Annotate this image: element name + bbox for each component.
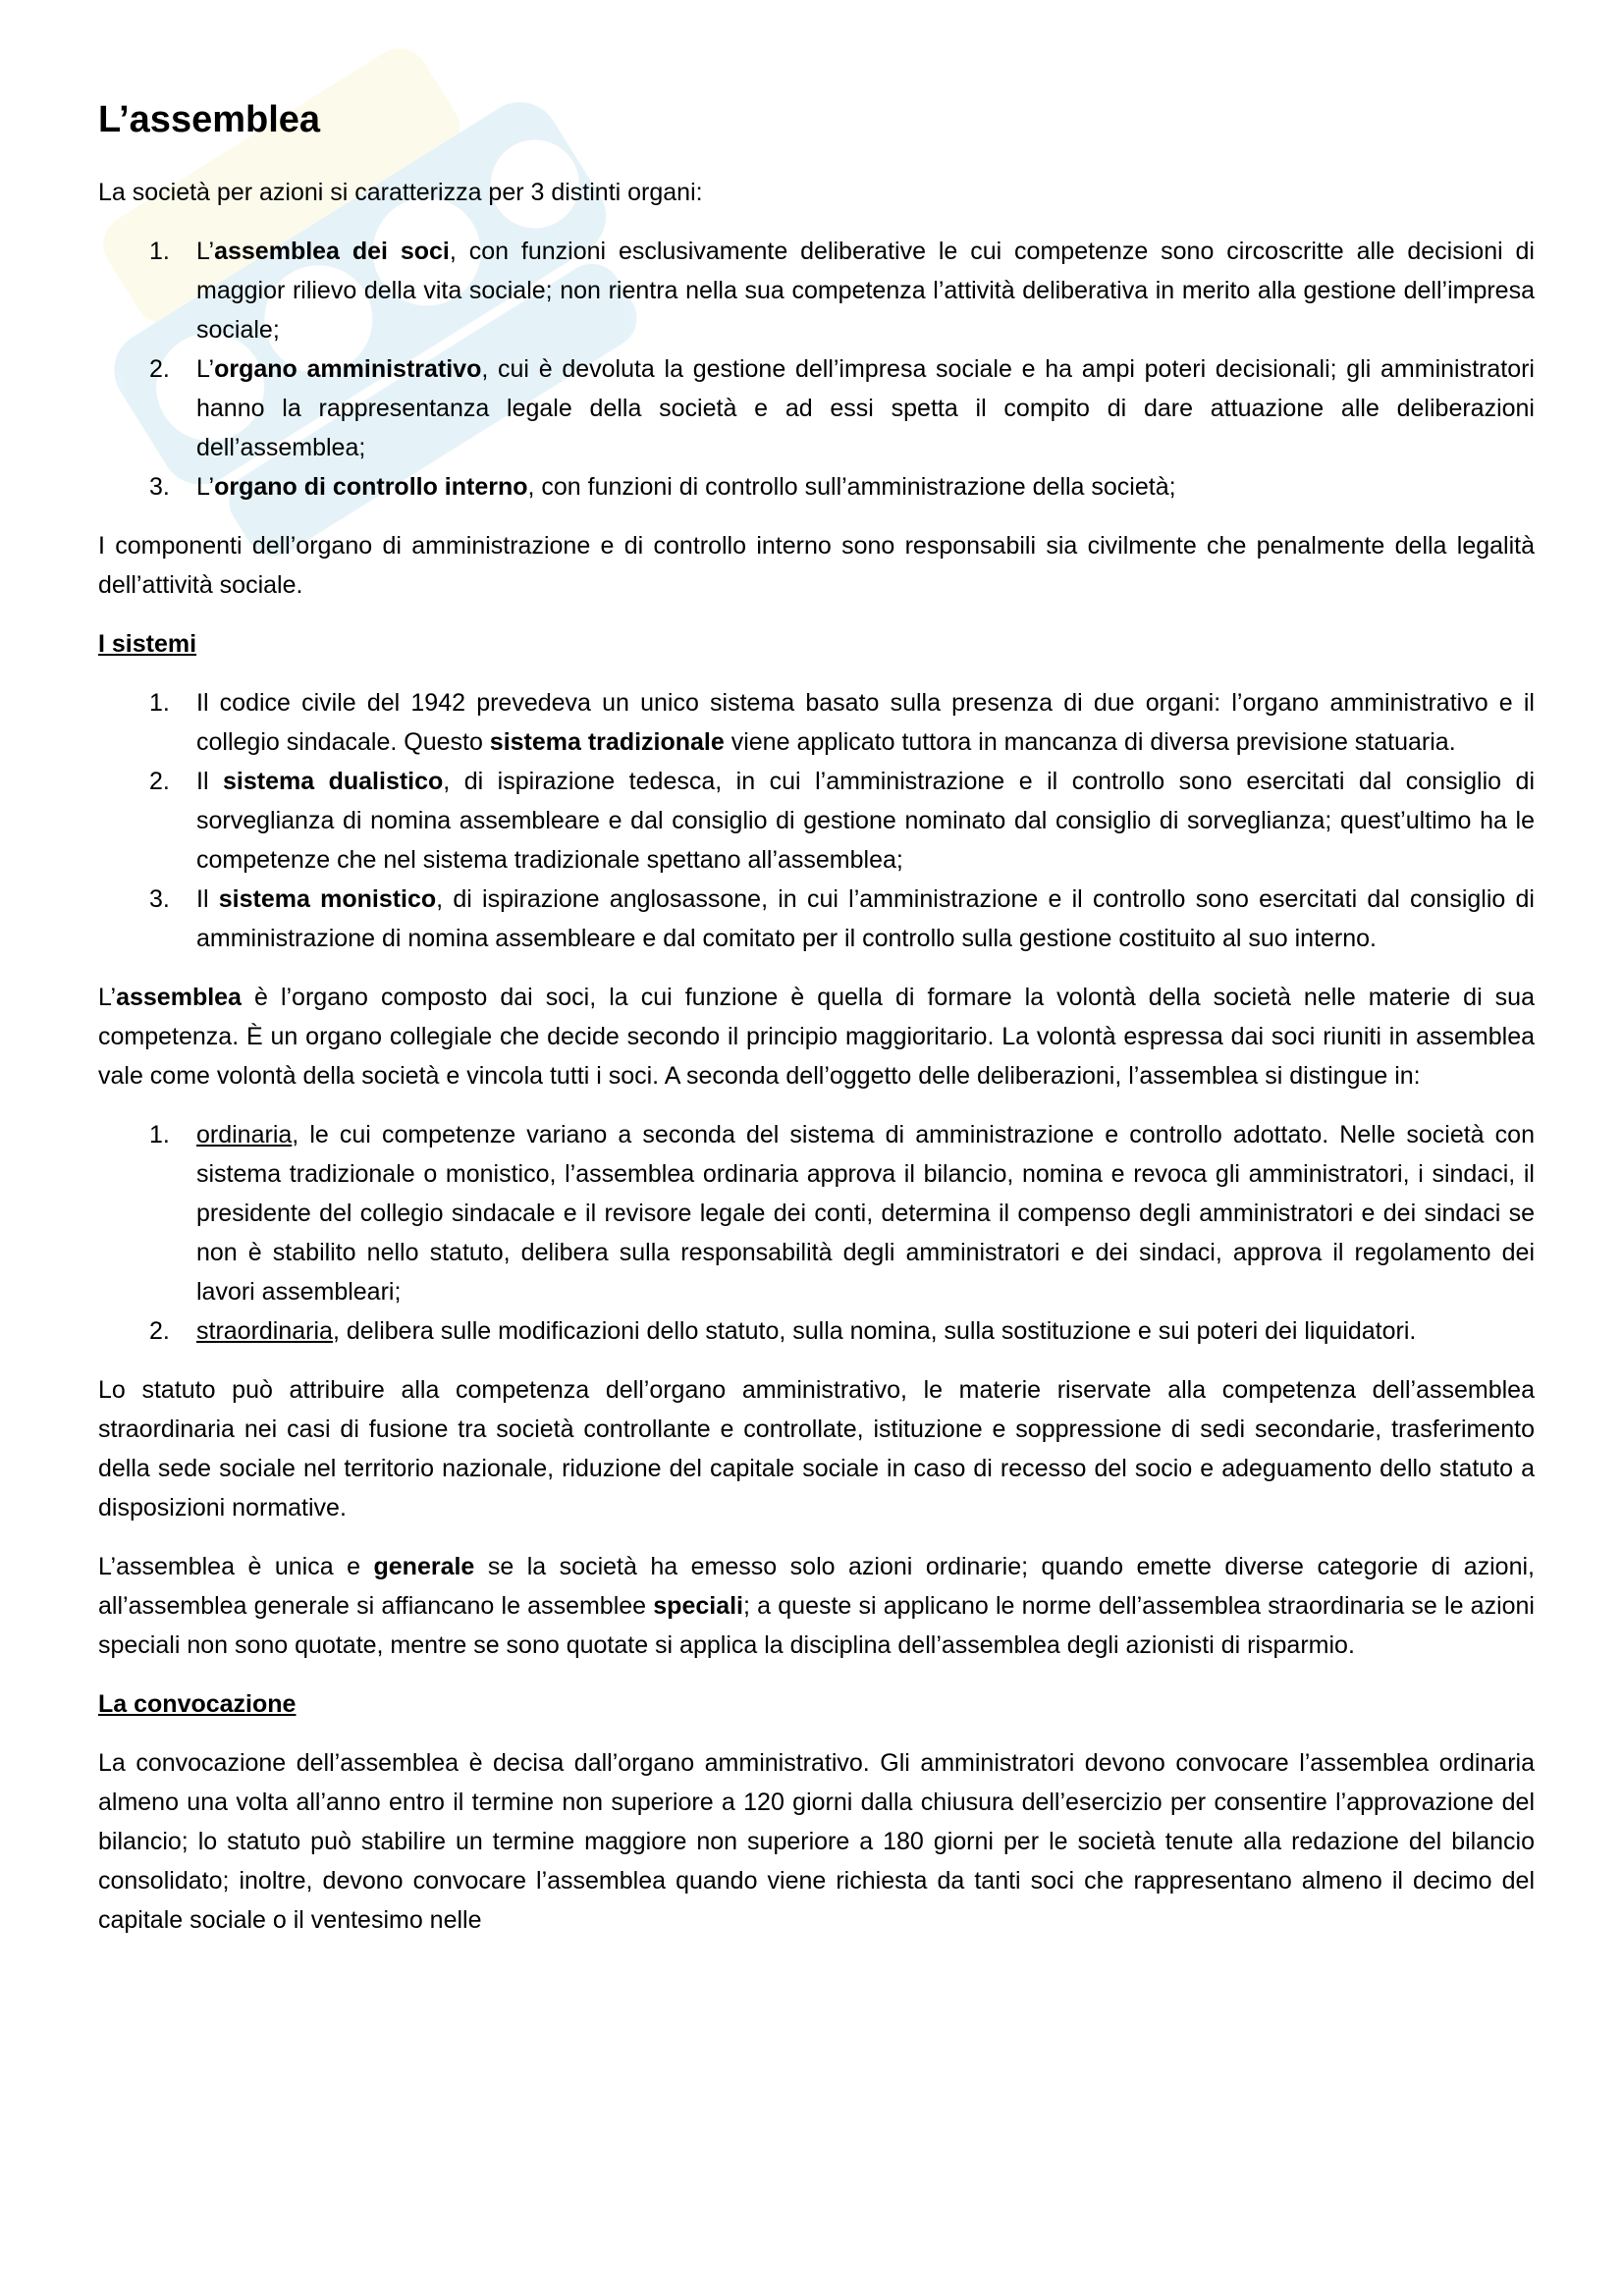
- list-number: 1.: [149, 237, 170, 265]
- paragraph-text: se la società ha emesso solo azioni ordinarie; quando emette diverse categorie di azioni, all’assemblea generale si affiancano le assemblee: [98, 1552, 1535, 1620]
- list-text: Il codice civile del 1942 prevedeva un unico sistema basato sulla presenza di due organi: l’organo amministrativo e il collegio sindacale. Questo: [196, 688, 1535, 756]
- list-item: [98, 1115, 1535, 1311]
- list-item: [98, 762, 1535, 880]
- paragraph-text: L’: [98, 983, 117, 1011]
- list-text: , le cui competenze variano a seconda del sistema di amministrazione e controllo adottato. Nelle società con sistema tradizionale o monistico, l’assemblea ordinaria approva il bilancio, nomina e revoca gli amministratori, i sindaci, il presidente del collegio sindacale e il revisore legale dei conti, determina il compenso degli amministratori e dei sindaci se non è stabilito nello statuto, delibera sulla responsabilità degli amministratori e dei sindaci, approva il regolamento dei lavori assembleari;: [196, 1120, 1535, 1306]
- intro-paragraph: La società per azioni si caratterizza per 3 distinti organi:: [98, 178, 703, 206]
- list-number: 3.: [149, 884, 170, 913]
- paragraph-text: L’assemblea è unica e: [98, 1552, 374, 1580]
- list-bold-term: organo di controllo interno: [214, 472, 528, 501]
- list-number: 1.: [149, 1120, 170, 1148]
- bold-term: generale: [373, 1552, 475, 1580]
- list-number: 1.: [149, 688, 170, 717]
- list-number: 2.: [149, 767, 170, 795]
- list-bold-term: organo amministrativo: [214, 354, 482, 383]
- list-text: L’: [196, 237, 215, 265]
- list-item: [98, 880, 1535, 958]
- list-text: viene applicato tuttora in mancanza di diversa previsione statuaria.: [724, 727, 1456, 756]
- list-text: Il: [196, 884, 219, 913]
- assembly-paragraph: [98, 978, 1535, 1095]
- list-bold-term: assemblea dei soci: [214, 237, 450, 265]
- systems-list: [98, 683, 1535, 958]
- statute-paragraph: Lo statuto può attribuire alla competenza dell’organo amministrativo, le materie riservate alla competenza dell’assemblea straordinaria nei casi di fusione tra società controllante e controllate, istituzione e soppressione di sedi secondarie, trasferimento della sede sociale nel territorio nazionale, riduzione del capitale sociale in caso di recesso del socio e adeguamento dello statuto a disposizioni normative.: [98, 1375, 1535, 1522]
- list-item: [98, 1311, 1535, 1351]
- bold-term: speciali: [653, 1591, 744, 1620]
- underlined-term: straordinaria: [196, 1316, 333, 1345]
- list-text: , di ispirazione tedesca, in cui l’amministrazione e il controllo sono esercitati dal consiglio di sorveglianza di nomina assembleare e dal consiglio di gestione nominato dal consiglio di sorveglianza; quest’ultimo ha le competenze che nel sistema tradizionale spettano all’assemblea;: [196, 767, 1535, 874]
- list-text: , cui è devoluta la gestione dell’impresa sociale e ha ampi poteri decisionali; gli amministratori hanno la rappresentanza legale della società e ad essi spetta il compito di dare attuazione alle deliberazioni dell’assemblea;: [196, 354, 1535, 461]
- underlined-term: ordinaria: [196, 1120, 293, 1148]
- list-item: [98, 467, 1535, 507]
- list-text: L’: [196, 354, 215, 383]
- paragraph-text: ; a queste si applicano le norme dell’assemblea straordinaria se le azioni speciali non sono quotate, mentre se sono quotate si applica la disciplina dell’assemblea degli azionisti di risparmio.: [98, 1591, 1535, 1659]
- section-title-convocazione: La convocazione: [98, 1689, 297, 1718]
- list-text: , con funzioni esclusivamente deliberative le cui competenze sono circoscritte alle decisioni di maggior rilievo della vita sociale; non rientra nella sua competenza l’attività deliberativa in merito alla gestione dell’impresa sociale;: [196, 237, 1535, 344]
- list-item: [98, 232, 1535, 349]
- list-number: 2.: [149, 354, 170, 383]
- list-text: , di ispirazione anglosassone, in cui l’amministrazione e il controllo sono esercitati dal consiglio di amministrazione di nomina assembleare e dal comitato per il controllo sulla gestione costituito al suo interno.: [196, 884, 1535, 952]
- organs-list: [98, 232, 1535, 507]
- document-page: [98, 98, 1535, 1959]
- list-text: , con funzioni di controllo sull’amministrazione della società;: [527, 472, 1176, 501]
- convocation-paragraph: La convocazione dell’assemblea è decisa dall’organo amministrativo. Gli amministratori devono convocare l’assemblea ordinaria almeno una volta all’anno entro il termine non superiore a 120 giorni dalla chiusura dell’esercizio per consentire l’approvazione del bilancio; lo statuto può stabilire un termine maggiore non superiore a 180 giorni per le società tenute alla redazione del bilancio consolidato; inoltre, devono convocare l’assemblea quando viene richiesta da tanti soci che rappresentano almeno il decimo del capitale sociale o il ventesimo nelle: [98, 1748, 1535, 1934]
- list-item: [98, 349, 1535, 467]
- page-title: L’assemblea: [98, 99, 321, 140]
- bold-term: assemblea: [116, 983, 242, 1011]
- paragraph-text: è l’organo composto dai soci, la cui funzione è quella di formare la volontà della società nelle materie di sua competenza. È un organo collegiale che decide secondo il principio maggioritario. La volontà espressa dai soci riuniti in assemblea vale come volontà della società e vincola tutti i soci. A seconda dell’oggetto delle deliberazioni, l’assemblea si distingue in:: [98, 983, 1535, 1090]
- list-item: [98, 683, 1535, 762]
- list-text: , delibera sulle modificazioni dello statuto, sulla nomina, sulla sostituzione e sui poteri dei liquidatori.: [332, 1316, 1417, 1345]
- general-assembly-paragraph: [98, 1547, 1535, 1665]
- list-bold-term: sistema monistico: [218, 884, 437, 913]
- list-bold-term: sistema dualistico: [223, 767, 444, 795]
- section-title-sistemi: I sistemi: [98, 629, 197, 658]
- list-number: 2.: [149, 1316, 170, 1345]
- responsibility-paragraph: I componenti dell’organo di amministrazione e di controllo interno sono responsabili sia civilmente che penalmente della legalità dell’attività sociale.: [98, 531, 1535, 599]
- list-text: Il: [196, 767, 223, 795]
- assembly-types-list: [98, 1115, 1535, 1351]
- list-text: L’: [196, 472, 215, 501]
- list-number: 3.: [149, 472, 170, 501]
- list-bold-term: sistema tradizionale: [489, 727, 725, 756]
